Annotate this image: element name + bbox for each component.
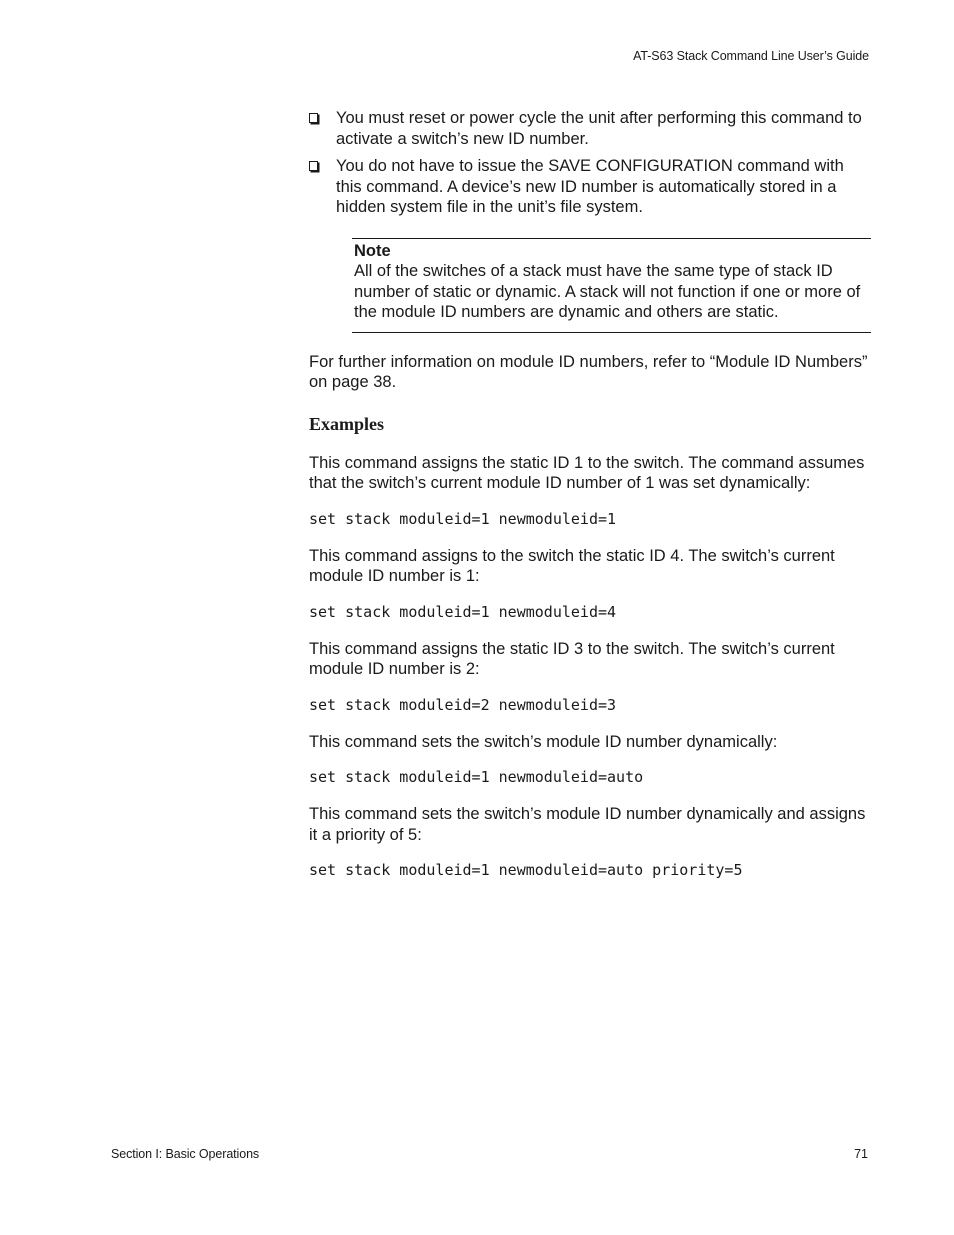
footer-section: Section I: Basic Operations: [111, 1147, 260, 1161]
list-item: [309, 156, 871, 218]
page-number: 71: [854, 1147, 868, 1161]
example-description: This command assigns the static ID 1 to the switch. The command assumes that the switch’s current module ID number of 1 was set dynamically:: [309, 453, 865, 492]
note-text: All of the switches of a stack must have the same type of stack ID number of static or dynamic. A stack will not function if one or more of the module ID numbers are dynamic and others are static.: [354, 262, 861, 321]
example-1: [309, 453, 871, 528]
note-box: [352, 238, 871, 333]
running-header: AT-S63 Stack Command Line User’s Guide: [633, 49, 869, 63]
examples-heading: Examples: [309, 413, 385, 434]
reference-paragraph: For further information on module ID numbers, refer to “Module ID Numbers” on page 38.: [309, 352, 868, 391]
checkbox-bullet-icon: [309, 113, 318, 123]
bullet-text: You do not have to issue the SAVE CONFIGURATION command with this command. A device’s new ID number is automatically stored in a hidden system file in the unit’s file system.: [336, 157, 844, 216]
bullet-text: You must reset or power cycle the unit after performing this command to activate a switch’s new ID number.: [336, 109, 862, 148]
example-code: set stack moduleid=1 newmoduleid=4: [309, 602, 617, 621]
example-5: [309, 804, 871, 879]
example-3: [309, 639, 871, 714]
example-4: [309, 732, 871, 787]
example-code: set stack moduleid=1 newmoduleid=auto: [309, 768, 644, 786]
note-title: Note: [354, 241, 391, 260]
example-code: set stack moduleid=1 newmoduleid=auto priority=5: [309, 861, 743, 879]
checkbox-bullet-icon: [309, 161, 318, 171]
example-code: set stack moduleid=1 newmoduleid=1: [309, 509, 617, 528]
example-2: [309, 546, 871, 621]
example-description: This command assigns the static ID 3 to the switch. The switch’s current module ID number is 2:: [309, 639, 835, 678]
list-item: [309, 108, 871, 149]
bullet-list: [309, 108, 871, 218]
example-description: This command sets the switch’s module ID number dynamically and assigns it a priority of 5:: [309, 805, 866, 844]
example-code: set stack moduleid=2 newmoduleid=3: [309, 695, 617, 714]
example-description: This command sets the switch’s module ID number dynamically:: [309, 732, 778, 751]
example-description: This command assigns to the switch the static ID 4. The switch’s current module ID number is 1:: [309, 546, 835, 585]
page-body: [309, 108, 871, 897]
